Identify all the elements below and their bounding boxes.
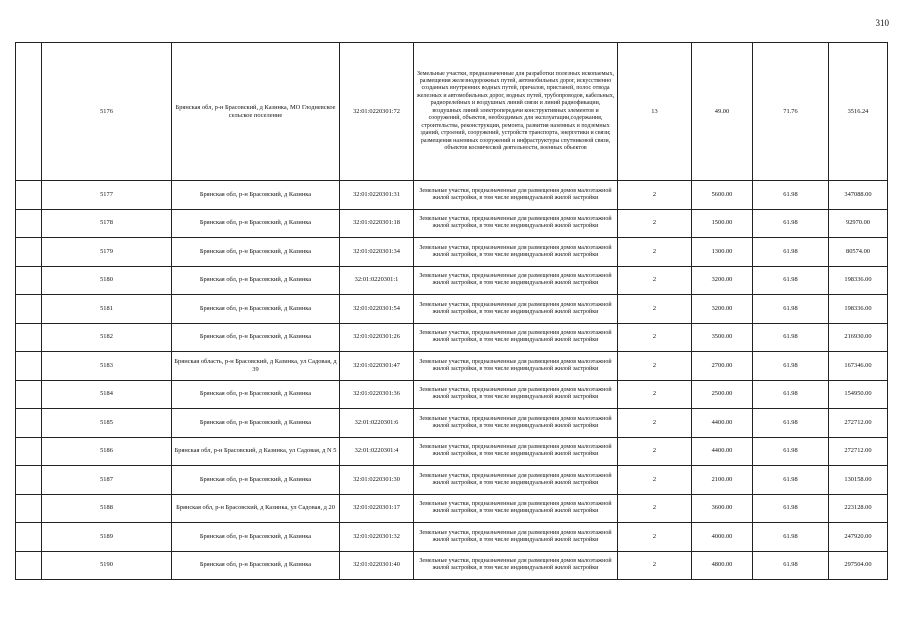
cell-address: Брянская обл, р-н Брасовский, д Казинка bbox=[172, 409, 340, 438]
cell-group: 13 bbox=[618, 43, 692, 181]
cell-area: 3500.00 bbox=[692, 323, 753, 352]
cell-land-use: Земельные участки, предназначенные для размещения домов малоэтажной жилой застройки, в том числе индивидуальной жилой застройки bbox=[414, 523, 618, 552]
cell-number: 5176 bbox=[42, 43, 172, 181]
cell-number: 5186 bbox=[42, 437, 172, 466]
table-row bbox=[16, 181, 888, 210]
cell-area: 2500.00 bbox=[692, 380, 753, 409]
cell-land-use: Земельные участки, предназначенные для размещения домов малоэтажной жилой застройки, в том числе индивидуальной жилой застройки bbox=[414, 181, 618, 210]
table-row bbox=[16, 523, 888, 552]
cell-specific-value: 61.98 bbox=[753, 409, 829, 438]
cell-specific-value: 61.98 bbox=[753, 494, 829, 523]
cell-empty bbox=[16, 266, 42, 295]
cell-address: Брянская обл, р-н Брасовский, д Казинка, МО Глодневское сельское поселение bbox=[172, 43, 340, 181]
cell-specific-value: 61.98 bbox=[753, 523, 829, 552]
cell-cadastral-number: 32:01:0220301:31 bbox=[340, 181, 414, 210]
cell-land-use: Земельные участки, предназначенные для размещения домов малоэтажной жилой застройки, в том числе индивидуальной жилой застройки bbox=[414, 238, 618, 267]
cell-area: 4400.00 bbox=[692, 437, 753, 466]
cell-empty bbox=[16, 43, 42, 181]
cell-group: 2 bbox=[618, 352, 692, 381]
cell-address: Брянская обл, р-н Брасовский, д Казинка bbox=[172, 523, 340, 552]
cell-area: 2100.00 bbox=[692, 466, 753, 495]
table-row bbox=[16, 43, 888, 181]
cell-specific-value: 61.98 bbox=[753, 437, 829, 466]
cell-group: 2 bbox=[618, 209, 692, 238]
cell-land-use: Земельные участки, предназначенные для размещения домов малоэтажной жилой застройки, в том числе индивидуальной жилой застройки bbox=[414, 380, 618, 409]
cell-group: 2 bbox=[618, 437, 692, 466]
table-row bbox=[16, 323, 888, 352]
cell-group: 2 bbox=[618, 181, 692, 210]
cell-cadastral-value: 80574.00 bbox=[829, 238, 888, 267]
cell-address: Брянская обл, р-н Брасовский, д Казинка bbox=[172, 551, 340, 580]
cell-specific-value: 61.98 bbox=[753, 352, 829, 381]
cell-cadastral-value: 92970.00 bbox=[829, 209, 888, 238]
cell-address: Брянская обл, р-н Брасовский, д Казинка bbox=[172, 380, 340, 409]
cell-cadastral-number: 32:01:0220301:17 bbox=[340, 494, 414, 523]
cell-address: Брянская обл, р-н Брасовский, д Казинка bbox=[172, 238, 340, 267]
cell-specific-value: 61.98 bbox=[753, 238, 829, 267]
cell-area: 1300.00 bbox=[692, 238, 753, 267]
cell-area: 49.00 bbox=[692, 43, 753, 181]
cell-land-use: Земельные участки, предназначенные для размещения домов малоэтажной жилой застройки, в том числе индивидуальной жилой застройки bbox=[414, 295, 618, 324]
cell-group: 2 bbox=[618, 323, 692, 352]
cell-specific-value: 61.98 bbox=[753, 209, 829, 238]
cell-area: 5600.00 bbox=[692, 181, 753, 210]
cell-address: Брянская обл, р-н Брасовский, д Казинка bbox=[172, 266, 340, 295]
cell-number: 5185 bbox=[42, 409, 172, 438]
cell-empty bbox=[16, 523, 42, 552]
cell-land-use: Земельные участки, предназначенные для размещения домов малоэтажной жилой застройки, в том числе индивидуальной жилой застройки bbox=[414, 551, 618, 580]
cell-land-use: Земельные участки, предназначенные для размещения домов малоэтажной жилой застройки, в том числе индивидуальной жилой застройки bbox=[414, 323, 618, 352]
cell-group: 2 bbox=[618, 494, 692, 523]
cell-number: 5181 bbox=[42, 295, 172, 324]
cell-cadastral-number: 32:01:0220301:36 bbox=[340, 380, 414, 409]
table-row bbox=[16, 494, 888, 523]
cell-number: 5180 bbox=[42, 266, 172, 295]
cell-cadastral-value: 272712.00 bbox=[829, 409, 888, 438]
cell-area: 1500.00 bbox=[692, 209, 753, 238]
cell-land-use: Земельные участки, предназначенные для разработки полезных ископаемых, размещения железнодорожных путей, автомобильных дорог, искусственно созданных внутренних водных путей, причалов, пристаней, полос отвода железных и автомобильных дорог, водных путей, трубопроводов, кабельных, радиорелейных и воздушных линий связи и линий радиофикации, воздушных линий электропередачи конструктивных элементов и сооружений, объектов, необходимых для эксплуатации,содержания, строительства, реконструкции, ремонта, развития наземных и подземных зданий, строений, сооружений, устройств транспорта, энергетики и связи; размещения наземных сооружений и инфраструктуры спутниковой связи, объектов космической деятельности, военных объектов bbox=[414, 43, 618, 181]
cell-cadastral-number: 32:01:0220301:34 bbox=[340, 238, 414, 267]
cadastral-value-table bbox=[15, 42, 888, 580]
cell-cadastral-value: 223128.00 bbox=[829, 494, 888, 523]
cell-specific-value: 61.98 bbox=[753, 380, 829, 409]
cell-group: 2 bbox=[618, 295, 692, 324]
cell-number: 5177 bbox=[42, 181, 172, 210]
cell-empty bbox=[16, 437, 42, 466]
cell-empty bbox=[16, 181, 42, 210]
cell-cadastral-number: 32:01:0220301:40 bbox=[340, 551, 414, 580]
cell-address: Брянская обл, р-н Брасовский, д Казинка bbox=[172, 295, 340, 324]
cell-number: 5190 bbox=[42, 551, 172, 580]
cell-empty bbox=[16, 295, 42, 324]
cell-specific-value: 61.98 bbox=[753, 323, 829, 352]
cell-cadastral-number: 32:01:0220301:30 bbox=[340, 466, 414, 495]
cell-number: 5183 bbox=[42, 352, 172, 381]
cell-cadastral-value: 272712.00 bbox=[829, 437, 888, 466]
cell-group: 2 bbox=[618, 523, 692, 552]
cell-empty bbox=[16, 551, 42, 580]
cell-group: 2 bbox=[618, 238, 692, 267]
page-number: 310 bbox=[875, 18, 889, 28]
cell-area: 4400.00 bbox=[692, 409, 753, 438]
cell-cadastral-value: 297504.00 bbox=[829, 551, 888, 580]
cell-specific-value: 61.98 bbox=[753, 466, 829, 495]
cell-group: 2 bbox=[618, 466, 692, 495]
table-row bbox=[16, 466, 888, 495]
cell-cadastral-value: 247920.00 bbox=[829, 523, 888, 552]
cell-cadastral-value: 167346.00 bbox=[829, 352, 888, 381]
cell-number: 5182 bbox=[42, 323, 172, 352]
cell-cadastral-number: 32:01:0220301:6 bbox=[340, 409, 414, 438]
cell-area: 2700.00 bbox=[692, 352, 753, 381]
table-body bbox=[16, 43, 888, 580]
cell-area: 4800.00 bbox=[692, 551, 753, 580]
cell-cadastral-value: 3516.24 bbox=[829, 43, 888, 181]
table-row bbox=[16, 380, 888, 409]
cell-cadastral-value: 347088.00 bbox=[829, 181, 888, 210]
cell-cadastral-value: 130158.00 bbox=[829, 466, 888, 495]
cell-area: 4000.00 bbox=[692, 523, 753, 552]
cell-land-use: Земельные участки, предназначенные для размещения домов малоэтажной жилой застройки, в том числе индивидуальной жилой застройки bbox=[414, 494, 618, 523]
cell-specific-value: 61.98 bbox=[753, 551, 829, 580]
cell-address: Брянская обл, р-н Брасовский, д Казинка bbox=[172, 323, 340, 352]
cell-cadastral-value: 216930.00 bbox=[829, 323, 888, 352]
cell-specific-value: 61.98 bbox=[753, 295, 829, 324]
cell-cadastral-number: 32:01:0220301:72 bbox=[340, 43, 414, 181]
cell-number: 5189 bbox=[42, 523, 172, 552]
cell-cadastral-number: 32:01:0220301:1 bbox=[340, 266, 414, 295]
cell-number: 5188 bbox=[42, 494, 172, 523]
cell-land-use: Земельные участки, предназначенные для размещения домов малоэтажной жилой застройки, в том числе индивидуальной жилой застройки bbox=[414, 266, 618, 295]
cell-group: 2 bbox=[618, 380, 692, 409]
cell-address: Брянская обл, р-н Брасовский, д Казинка bbox=[172, 466, 340, 495]
cell-cadastral-number: 32:01:0220301:32 bbox=[340, 523, 414, 552]
table-row bbox=[16, 209, 888, 238]
cell-area: 3200.00 bbox=[692, 295, 753, 324]
cell-land-use: Земельные участки, предназначенные для размещения домов малоэтажной жилой застройки, в том числе индивидуальной жилой застройки bbox=[414, 437, 618, 466]
cell-area: 3600.00 bbox=[692, 494, 753, 523]
cell-address: Брянская обл, р-н Брасовский, д Казинка, ул Садовая, д N 5 bbox=[172, 437, 340, 466]
cell-number: 5184 bbox=[42, 380, 172, 409]
cell-land-use: Земельные участки, предназначенные для размещения домов малоэтажной жилой застройки, в том числе индивидуальной жилой застройки bbox=[414, 409, 618, 438]
cell-empty bbox=[16, 352, 42, 381]
table-row bbox=[16, 409, 888, 438]
cell-number: 5178 bbox=[42, 209, 172, 238]
table-row bbox=[16, 437, 888, 466]
cell-group: 2 bbox=[618, 409, 692, 438]
cell-address: Брянская обл, р-н Брасовский, д Казинка bbox=[172, 209, 340, 238]
cell-cadastral-number: 32:01:0220301:4 bbox=[340, 437, 414, 466]
cell-specific-value: 61.98 bbox=[753, 266, 829, 295]
cell-cadastral-number: 32:01:0220301:47 bbox=[340, 352, 414, 381]
cell-land-use: Земельные участки, предназначенные для размещения домов малоэтажной жилой застройки, в том числе индивидуальной жилой застройки bbox=[414, 352, 618, 381]
cell-specific-value: 61.98 bbox=[753, 181, 829, 210]
cell-cadastral-value: 154950.00 bbox=[829, 380, 888, 409]
cell-address: Брянская область, р-н Брасовский, д Казинка, ул Садовая, д 39 bbox=[172, 352, 340, 381]
cell-cadastral-number: 32:01:0220301:54 bbox=[340, 295, 414, 324]
cell-number: 5179 bbox=[42, 238, 172, 267]
cell-number: 5187 bbox=[42, 466, 172, 495]
cell-empty bbox=[16, 409, 42, 438]
cell-group: 2 bbox=[618, 551, 692, 580]
cell-land-use: Земельные участки, предназначенные для размещения домов малоэтажной жилой застройки, в том числе индивидуальной жилой застройки bbox=[414, 466, 618, 495]
cell-cadastral-value: 198336.00 bbox=[829, 295, 888, 324]
cell-empty bbox=[16, 494, 42, 523]
table-row bbox=[16, 352, 888, 381]
cell-empty bbox=[16, 238, 42, 267]
cell-land-use: Земельные участки, предназначенные для размещения домов малоэтажной жилой застройки, в том числе индивидуальной жилой застройки bbox=[414, 209, 618, 238]
cell-empty bbox=[16, 380, 42, 409]
cell-address: Брянская обл, р-н Брасовский, д Казинка bbox=[172, 181, 340, 210]
cell-cadastral-number: 32:01:0220301:18 bbox=[340, 209, 414, 238]
cell-empty bbox=[16, 466, 42, 495]
table-row bbox=[16, 238, 888, 267]
table-row bbox=[16, 266, 888, 295]
cell-area: 3200.00 bbox=[692, 266, 753, 295]
cell-cadastral-value: 198336.00 bbox=[829, 266, 888, 295]
cell-address: Брянская обл, р-н Брасовский, д Казинка, ул Садовая, д 20 bbox=[172, 494, 340, 523]
cell-cadastral-number: 32:01:0220301:26 bbox=[340, 323, 414, 352]
cell-specific-value: 71.76 bbox=[753, 43, 829, 181]
cell-empty bbox=[16, 209, 42, 238]
cell-empty bbox=[16, 323, 42, 352]
table-row bbox=[16, 551, 888, 580]
cell-group: 2 bbox=[618, 266, 692, 295]
table-row bbox=[16, 295, 888, 324]
